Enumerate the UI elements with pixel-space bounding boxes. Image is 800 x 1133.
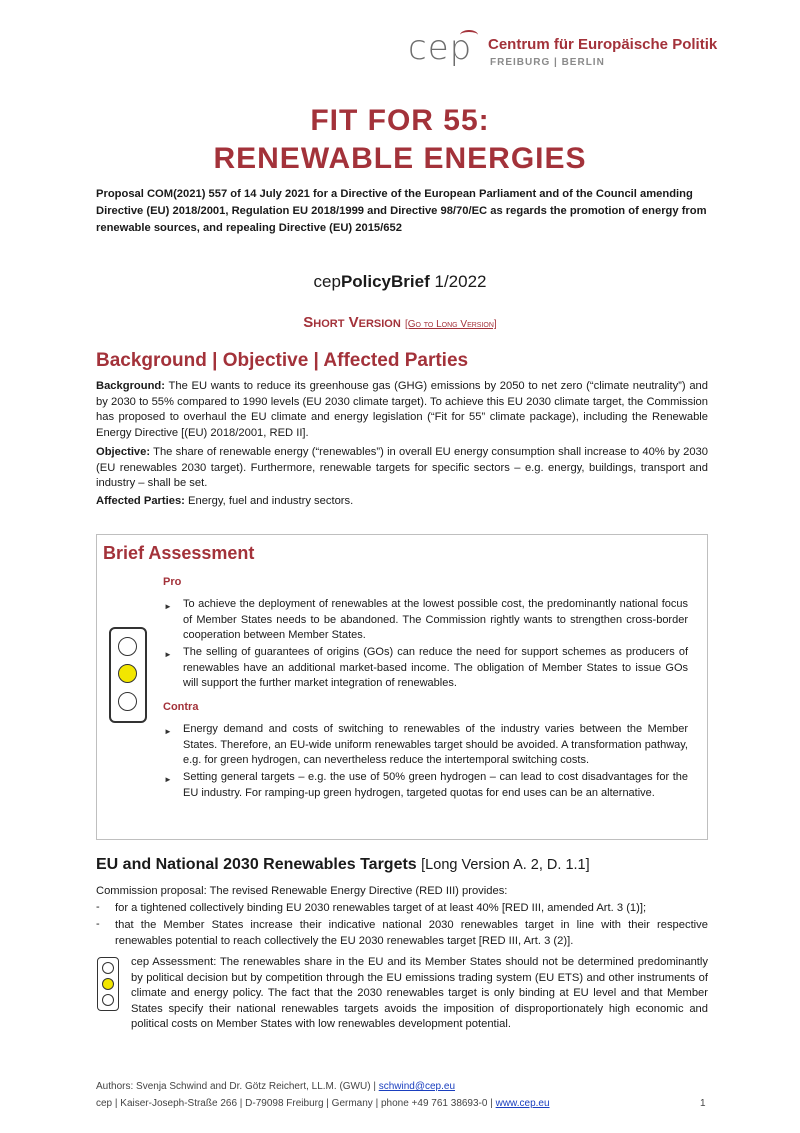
title-line-1: FIT FOR 55: (310, 104, 490, 137)
contra-item-2: Setting general targets – e.g. the use of 50% green hydrogen – can lead to cost disadvantages for the EU industry. For ramping-up green hydrogen, targeted quotas for end uses can be an alternative. (183, 771, 688, 799)
background-text: The EU wants to reduce its greenhouse gas (GHG) emissions by 2050 to net zero (“climate neutrality”) and by 2030 to 55% compared to 1990 levels (EU 2030 climate target). To achieve this EU 2030 climate target, the Commission has proposed to overhaul the EU climate and energy legislation (“Fit for 55” climate package), including the Renewable Energy Directive [(EU) 2018/2001, RED II]. (96, 380, 708, 439)
footer-authors (96, 1081, 455, 1092)
background-heading: Background | Objective | Affected Parties (96, 350, 469, 371)
cep-logo: cep (408, 28, 473, 68)
lamp-bottom (118, 692, 137, 711)
affected-paragraph (96, 494, 708, 510)
pro-item-2: The selling of guarantees of origins (GOs) can reduce the need for support schemes as producers of renewables have an additional market-based income. The obligation of Member States to issue GOs will support the further market integration of renewables. (183, 646, 688, 689)
lamp-middle-yellow (118, 664, 137, 683)
targets-item-2: that the Member States increase their indicative national 2030 renewables target in line with their respective renewables potential to reach collectively the EU 2030 renewables target [RED III, Art. 3 (2)]. (115, 919, 708, 947)
logo-arc-icon (460, 30, 478, 40)
contra-label: Contra (163, 701, 199, 713)
pro-label: Pro (163, 576, 182, 588)
lamp-middle-yellow (102, 978, 114, 990)
contra-item-1: Energy demand and costs of switching to renewables of the industry varies between the Member States. Therefore, an EU-wide uniform renewables target should be avoided. A transformation pathway, e.g. for green hydrogen, can nevertheless reduce the intertemporal switching costs. (183, 723, 688, 766)
series-number: 1/2022 (434, 272, 487, 291)
pro-item-1: To achieve the deployment of renewables at the lowest possible cost, the predominantly national focus of Member States needs to be abandoned. The Commission rightly wants to strengthen cross-border cooperation between Member States. (183, 598, 688, 641)
objective-label: Objective: (96, 446, 151, 458)
bullet-triangle-icon: ► (164, 775, 172, 784)
targets-heading (96, 856, 590, 874)
page-number: 1 (700, 1098, 706, 1109)
long-version-link[interactable]: [Go to Long Version] (404, 319, 497, 330)
targets-intro: Commission proposal: The revised Renewable Energy Directive (RED III) provides: (96, 885, 508, 897)
org-city: FREIBURG | BERLIN (490, 57, 605, 68)
series-bold: PolicyBrief (340, 272, 430, 291)
series-label (0, 272, 800, 292)
targets-item-1: for a tightened collectively binding EU 2030 renewables target of at least 40% [RED III, amended Art. 3 (1)]; (115, 902, 647, 914)
lamp-top (102, 962, 114, 974)
email-link[interactable]: schwind@cep.eu (378, 1081, 456, 1092)
lamp-bottom (102, 994, 114, 1006)
series-prefix: cep (313, 272, 341, 291)
footer-address (96, 1098, 550, 1109)
affected-label: Affected Parties: (96, 495, 185, 507)
dash-marker: - (96, 901, 100, 913)
short-version-label: Short Version (303, 314, 401, 331)
affected-text: Energy, fuel and industry sectors. (184, 495, 354, 507)
org-name: Centrum für Europäische Politik (488, 36, 718, 53)
proposal-text: Proposal COM(2021) 557 of 14 July 2021 for a Directive of the European Parliament and of the Council amending Directive (EU) 2018/2001, Regulation EU 2018/1999 and Directive 98/70/EC as regards the promotion of energy from renewable sources, and repealing Directive (EU) 2015/652 (96, 188, 707, 234)
bullet-triangle-icon: ► (164, 727, 172, 736)
background-paragraph (96, 379, 708, 441)
background-label: Background: (96, 380, 165, 392)
bullet-triangle-icon: ► (164, 650, 172, 659)
address-text: cep | Kaiser-Joseph-Straße 266 | D-79098 Freiburg | Germany | phone +49 761 38693-0 | (96, 1098, 496, 1109)
objective-paragraph (96, 445, 708, 492)
website-link[interactable]: www.cep.eu (495, 1098, 550, 1109)
title-line-2: RENEWABLE ENERGIES (213, 142, 587, 175)
targets-ref: [Long Version A. 2, D. 1.1] (421, 857, 590, 873)
objective-text: The share of renewable energy (“renewables”) in overall EU energy consumption shall increase to 40% by 2030 (EU renewables 2030 target). Furthermore, renewable targets for specific sectors – e.g. energy, buildings, transport and industry – shall be set. (96, 446, 708, 489)
authors-text: Authors: Svenja Schwind and Dr. Götz Reichert, LL.M. (GWU) | (96, 1081, 379, 1092)
dash-marker: - (96, 918, 100, 930)
bullet-triangle-icon: ► (164, 602, 172, 611)
lamp-top (118, 637, 137, 656)
traffic-light-small-icon (97, 957, 119, 1011)
assessment-heading: Brief Assessment (103, 543, 255, 563)
targets-heading-text: EU and National 2030 Renewables Targets (96, 856, 417, 873)
targets-assessment: cep Assessment: The renewables share in the EU and its Member States should not be determined predominantly by political decision but by competition through the EU emissions trading system (EU ETS) and other instruments of climate and energy policy. The fact that the 2030 renewables target is only binding at EU level and that Member States specify their national renewables targets avoids the imposition of disproportionately high economic and political costs on Member States with low renewables development potential. (131, 956, 708, 1030)
short-version-heading (0, 314, 800, 331)
traffic-light-icon (109, 627, 147, 723)
